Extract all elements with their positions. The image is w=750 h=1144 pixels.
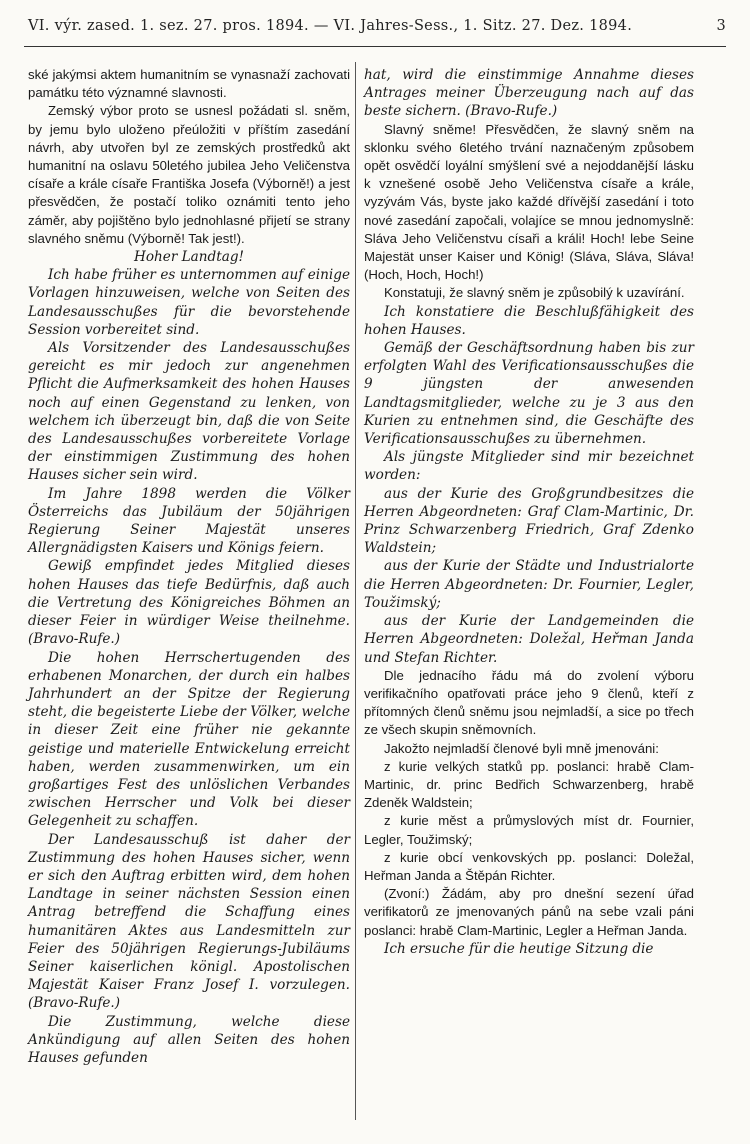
- paragraph: Zemský výbor proto se usnesl požádati sl. sněm, by jemu bylo uloženo přeúložiti v příštím zasedání návrh, aby utvořen byl ze zemských prostředků akt humanitní na oslavu 50letého jubilea Jeho Veličenstva císaře a krále císaře Františka Josefa (Výborně!) a jest přesvědčen, že postačí toliko oznámiti tento jeho záměr, aby pojištěno bylo jednohlasné přijetí se strany slavného sněmu (Výborně! Tak jest!).: [28, 103, 350, 246]
- page-number: 3: [716, 18, 726, 34]
- paragraph: ské jakýmsi aktem humanitním se vynasnaží zachovati památku této významné slavnosti.: [28, 67, 350, 101]
- paragraph: z kurie obcí venkovských pp. poslanci: Doležal, Heřman Janda a Štěpán Richter.: [364, 849, 694, 883]
- header-rule: [24, 46, 726, 47]
- column-divider: [355, 62, 356, 1120]
- paragraph: Gewiß empfindet jedes Mitglied dieses hohen Hauses das tiefe Bedürfnis, daß auch die Vertretung des Königreiches Böhmen an dieser Feier in würdiger Weise theilnehme. (Bravo-Rufe.): [28, 558, 350, 648]
- paragraph: aus der Kurie des Großgrundbesitzes die Herren Abgeordneten: Graf Clam-Martinic, Dr. Prinz Schwarzenberg Friedrich, Graf Zdenko Waldstein;: [364, 485, 694, 557]
- paragraph: Slavný sněme! Přesvědčen, že slavný sněm na sklonku svého 6letého trvání naznačeným způsobem opět osvědčí loyální smýšlení své a nejoddanější lásku k vznešené osobě Jeho Veličenstva císaře a krále, vyzývám Vás, byste jako každé dřívější zasedání i toto nové zasedání započali, volajíce se mnou jednomyslně: Sláva Jeho Veličenstvu císaři a králi! Hoch! lebe Seine Majestät unser Kaiser und König! (Sláva, Sláva, Sláva! (Hoch, Hoch, Hoch!): [364, 121, 694, 283]
- paragraph: Dle jednacího řádu má do zvolení výboru verifikačního opatřovati práce jeho 9 členů, kteří z přítomných členů sněmu jsou nejmladší, a sice po třech ze všech skupin sněmovních.: [364, 667, 694, 738]
- right-column: [364, 66, 694, 958]
- paragraph: Gemäß der Geschäftsordnung haben bis zur erfolgten Wahl des Verificationsausschußes die 9 jüngsten der anwesenden Landtagsmitglieder, welche zu je 3 aus den Kurien zu entnehmen sind, die Geschäfte des Verificationsausschußes zu übernehmen.: [364, 340, 694, 448]
- paragraph: Der Landesausschuß ist daher der Zustimmung des hohen Hauses sicher, wenn er sich den Auftrag erbitten wird, dem hohen Landtage in seiner nächsten Session einen Antrag betreffend die Schaffung eines humanitären Aktes aus Landesmitteln zur Feier des 50jährigen Regierungs-Jubiläums Seiner kaiserlichen königl. Apostolischen Majestät Kaiser Franz Josef I. vorzulegen. (Bravo-Rufe.): [28, 831, 350, 1012]
- paragraph: Jakožto nejmladší členové byli mně jmenováni:: [384, 740, 659, 756]
- paragraph: aus der Kurie der Landgemeinden die Herren Abgeordneten: Doležal, Heřman Janda und Stefan Richter.: [364, 613, 694, 666]
- left-column: [28, 66, 350, 1067]
- paragraph: Als Vorsitzender des Landesausschußes gereicht es mir jedoch zur angenehmen Pflicht die Aufmerksamkeit des hohen Hauses noch auf einen Gegenstand zu lenken, von welchem ich überzeugt bin, daß die von Seite des Landesausschußes vorbereitete Vorlage der einstimmigen Zustimmung des hohen Hauses sicher sein wird.: [28, 340, 350, 484]
- paragraph: Die Zustimmung, welche diese Ankündigung auf allen Seiten des hohen Hauses gefunden: [28, 1013, 350, 1066]
- paragraph: (Zvoní:) Žádám, aby pro dnešní sezení úřad verifikatorů ze jmenovaných pánů na sebe vzali páni poslanci: hrabě Clam-Martinic, Legler a Heřman Janda.: [364, 886, 694, 938]
- page-header: [24, 18, 726, 40]
- paragraph: Ich ersuche für die heutige Sitzung die: [384, 940, 654, 957]
- paragraph: aus der Kurie der Städte und Industrialorte die Herren Abgeordneten: Dr. Fournier, Legler, Toužimský;: [364, 558, 694, 611]
- paragraph: Die hohen Herrschertugenden des erhabenen Monarchen, der durch ein halbes Jahrhundert an der Spitze der Regierung steht, die begeisterte Liebe der Völker, welche in dieser Zeit eine früher nie gekannte geistige und materielle Entwickelung erreicht haben, werden zusammenwirken, um ein großartiges Fest des unlöslichen Verbandes zwischen Herrscher und Volk bei dieser Gelegenheit zu schaffen.: [28, 649, 350, 830]
- paragraph: hat, wird die einstimmige Annahme dieses Antrages meiner Überzeugung nach auf das beste sichern. (Bravo-Rufe.): [364, 67, 694, 120]
- paragraph: Hoher Landtag!: [134, 249, 244, 266]
- paragraph: z kurie velkých statků pp. poslanci: hrabě Clam-Martinic, dr. princ Bedřich Schwarzenberg, hrabě Zdeněk Waldstein;: [364, 758, 694, 811]
- paragraph: Im Jahre 1898 werden die Völker Österreichs das Jubiläum der 50jährigen Regierung Seiner Majestät unseres Allergnädigsten Kaisers und Königs feiern.: [28, 485, 350, 557]
- paragraph: z kurie měst a průmyslových míst dr. Fournier, Legler, Toužimský;: [364, 813, 694, 847]
- paragraph: Konstatuji, že slavný sněm je způsobilý k uzavírání.: [384, 285, 685, 301]
- running-head: VI. výr. zased. 1. sez. 27. pros. 1894. — VI. Jahres-Sess., 1. Sitz. 27. Dez. 1894.: [28, 18, 633, 34]
- paragraph: Ich habe früher es unternommen auf einige Vorlagen hinzuweisen, welche von Seiten des Landesausschußes für die bevorstehende Session vorbereitet sind.: [28, 267, 350, 338]
- paragraph: Ich konstatiere die Beschlußfähigkeit des hohen Hauses.: [364, 303, 694, 338]
- paragraph: Als jüngste Mitglieder sind mir bezeichnet worden:: [364, 449, 694, 484]
